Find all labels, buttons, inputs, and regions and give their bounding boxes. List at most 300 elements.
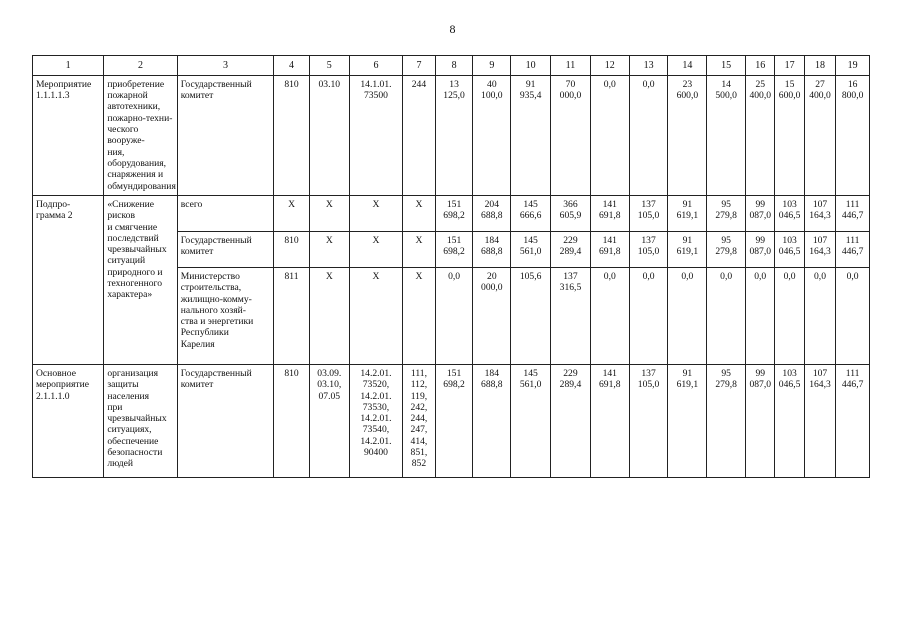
table-cell-col5	[309, 267, 349, 364]
cell-text-line: 141	[602, 234, 617, 246]
cell-text-line: 691,8	[598, 246, 621, 258]
cell-text-line: ситуациях,	[107, 424, 152, 436]
cell-text-line: 600,0	[676, 90, 699, 102]
table-cell-col6	[349, 231, 402, 267]
table-cell-col14	[668, 267, 707, 364]
table-cell-col16	[746, 75, 775, 195]
cell-text-line: 111	[845, 198, 860, 210]
cell-text-line: 244,	[410, 413, 428, 425]
cell-text-line: 119,	[410, 390, 428, 402]
cell-text-line: 95	[721, 234, 731, 246]
cell-text-line: Государственный	[180, 234, 252, 246]
cell-text-line: 446,7	[841, 246, 864, 258]
cell-text-line: 105,0	[637, 379, 660, 391]
table-cell-col14	[668, 364, 707, 477]
table-cell-col3	[177, 364, 273, 477]
cell-text-line: 046,5	[778, 210, 801, 222]
table-cell-col19	[836, 267, 870, 364]
cell-text-line: 851,	[410, 447, 428, 459]
cell-text-line: 1.1.1.1.3	[36, 90, 70, 102]
column-number-cell: 13	[629, 56, 668, 76]
cell-text-line: 0,0	[846, 270, 859, 282]
column-number-cell: 16	[746, 56, 775, 76]
table-cell-col5	[309, 231, 349, 267]
cell-text-line: 242,	[410, 401, 428, 413]
cell-text-line: чрезвычайных	[107, 244, 167, 256]
cell-text-line: Х	[372, 234, 380, 246]
cell-text-line: Х	[372, 270, 380, 282]
cell-text-line: 605,9	[559, 210, 582, 222]
table-cell-col6	[349, 195, 402, 231]
cell-text-line: 03.10	[318, 78, 341, 90]
cell-text-line: 561,0	[519, 246, 542, 258]
column-number-cell: 8	[435, 56, 473, 76]
column-number-cell: 3	[177, 56, 273, 76]
cell-text-line: природного и	[107, 266, 163, 278]
cell-text-line: и смягчение	[107, 221, 158, 233]
table-cell-col1	[33, 364, 104, 477]
table-cell-col15	[707, 231, 746, 267]
cell-text-line: 20	[487, 270, 497, 282]
column-number-row	[33, 56, 870, 76]
cell-text-line: 99	[755, 234, 766, 246]
table-cell-col2	[104, 364, 177, 477]
cell-text-line: 0,0	[720, 270, 733, 282]
cell-text-line: 16	[847, 78, 858, 90]
table-cell-col14	[668, 75, 707, 195]
cell-text-line: Х	[372, 198, 380, 210]
cell-text-line: 087,0	[749, 246, 772, 258]
cell-text-line: снаряжения и	[107, 169, 164, 181]
cell-text-line: автотехники,	[107, 101, 161, 113]
cell-text-line: 0,0	[814, 270, 826, 282]
cell-text-line: 103	[782, 234, 797, 246]
cell-text-line: 112,	[410, 379, 428, 391]
column-number-cell: 2	[104, 56, 177, 76]
table-cell-col18	[804, 231, 835, 267]
cell-text-line: ния, оборудования,	[107, 146, 167, 169]
table-cell-col7	[403, 231, 436, 267]
cell-text-line: Х	[325, 234, 333, 246]
table-cell-col6	[349, 267, 402, 364]
table-cell-col8	[435, 364, 473, 477]
table-cell-col19	[836, 75, 870, 195]
cell-text-line: 107	[812, 198, 828, 210]
cell-text-line: обеспечение	[107, 435, 159, 447]
cell-text-line: 229	[563, 234, 578, 246]
cell-text-line: 414,	[410, 435, 428, 447]
cell-text-line: 91	[682, 198, 693, 210]
table-cell-col4	[274, 231, 310, 267]
cell-text-line: безопасности	[107, 447, 163, 459]
cell-text-line: 07.05	[318, 390, 341, 402]
cell-text-line: Карелия	[180, 338, 215, 350]
table-cell-col16	[746, 195, 775, 231]
cell-text-line: Х	[288, 198, 295, 210]
cell-text-line: 137	[563, 270, 578, 282]
cell-text-line: 852	[411, 458, 427, 470]
cell-text-line: 90400	[363, 447, 388, 459]
cell-text-line: последствий	[107, 232, 159, 244]
cell-text-line: 151	[446, 367, 462, 379]
table-cell-col7	[403, 267, 436, 364]
cell-text-line: пожарной	[107, 90, 148, 102]
page-number: 8	[449, 22, 456, 36]
column-number-cell: 18	[804, 56, 835, 76]
table-cell-col17	[775, 231, 804, 267]
column-number-cell: 14	[668, 56, 707, 76]
cell-text-line: 000,0	[481, 282, 503, 294]
cell-text-line: 137	[641, 367, 656, 379]
cell-text-line: 105,6	[519, 270, 542, 282]
table-cell-col15	[707, 364, 746, 477]
column-number-cell: 1	[33, 56, 104, 76]
cell-text-line: 14.2.01.	[360, 390, 392, 402]
cell-text-line: 40	[487, 78, 497, 90]
cell-text-line: комитет	[180, 246, 214, 258]
cell-text-line: 229	[563, 367, 578, 379]
table-cell-col1	[33, 75, 104, 195]
column-number-cell: 5	[309, 56, 349, 76]
table-cell-col7	[403, 75, 436, 195]
cell-text-line: Х	[415, 234, 423, 246]
cell-text-line: всего	[180, 198, 203, 210]
table-cell-col4	[274, 75, 310, 195]
cell-text-line: 619,1	[676, 210, 699, 222]
table-cell-col13	[629, 231, 668, 267]
cell-text-line: 91	[682, 234, 693, 246]
table-cell-col10	[511, 267, 551, 364]
cell-text-line: обмундирования	[107, 180, 176, 192]
cell-text-line: 73530,	[362, 401, 390, 413]
table-cell-col16	[746, 364, 775, 477]
table-cell-col4	[274, 195, 310, 231]
cell-text-line: нального хозяй-	[180, 304, 246, 316]
table-row	[33, 364, 870, 477]
cell-text-line: 103	[782, 367, 797, 379]
cell-text-line: 698,2	[443, 379, 465, 391]
cell-text-line: 800,0	[841, 90, 864, 102]
cell-text-line: 105,0	[637, 210, 660, 222]
cell-text-line: 73540,	[362, 424, 390, 436]
cell-text-line: 14.1.01.	[360, 78, 392, 90]
cell-text-line: 0,0	[783, 270, 796, 282]
cell-text-line: 619,1	[676, 246, 699, 258]
cell-text-line: Х	[415, 270, 423, 282]
table-cell-col12	[590, 231, 629, 267]
table-cell-col14	[668, 231, 707, 267]
table-cell-col18	[804, 364, 835, 477]
cell-text-line: 0,0	[603, 78, 616, 90]
cell-text-line: 0,0	[642, 270, 655, 282]
table-cell-col16	[746, 231, 775, 267]
cell-text-line: 111	[845, 234, 860, 246]
cell-text-line: 23	[682, 78, 693, 90]
cell-text-line: Х	[325, 198, 333, 210]
cell-text-line: 087,0	[749, 210, 772, 222]
cell-text-line: Республики	[180, 327, 229, 339]
column-number-cell: 15	[707, 56, 746, 76]
cell-text-line: 244	[411, 78, 427, 90]
cell-text-line: 000,0	[559, 90, 582, 102]
cell-text-line: пожарно-техни-	[107, 112, 173, 124]
table-cell-col4	[274, 364, 310, 477]
table-cell-col2	[104, 75, 177, 195]
cell-text-line: 13	[449, 78, 459, 90]
cell-text-line: 500,0	[715, 90, 737, 102]
cell-text-line: при чрезвычайных	[107, 401, 167, 425]
cell-text-line: 446,7	[841, 210, 864, 222]
cell-text-line: защиты населения	[107, 379, 150, 402]
column-number-cell: 7	[403, 56, 436, 76]
cell-text-line: 27	[815, 78, 825, 90]
cell-text-line: 698,2	[443, 210, 465, 222]
table-cell-col9	[473, 231, 511, 267]
cell-text-line: 0,0	[681, 270, 694, 282]
cell-text-line: 811	[284, 270, 299, 282]
cell-text-line: техногенного	[107, 278, 162, 290]
cell-text-line: 14.2.01.	[360, 413, 392, 425]
cell-text-line: 111	[845, 367, 860, 379]
table-cell-col1	[33, 195, 104, 364]
table-cell-col3	[177, 267, 273, 364]
cell-text-line: 15	[784, 78, 795, 90]
table-cell-col17	[775, 75, 804, 195]
column-number-cell: 17	[775, 56, 804, 76]
cell-text-line: 691,8	[598, 379, 621, 391]
cell-text-line: 95	[721, 367, 731, 379]
table-cell-col11	[551, 267, 591, 364]
table-cell-col12	[590, 75, 629, 195]
cell-text-line: 0,0	[754, 270, 767, 282]
table-row	[33, 75, 870, 195]
cell-text-line: 70	[565, 78, 576, 90]
table-cell-col5	[309, 75, 349, 195]
cell-text-line: 25	[755, 78, 766, 90]
table-cell-col13	[629, 75, 668, 195]
table-cell-col15	[707, 195, 746, 231]
cell-text-line: 145	[523, 367, 538, 379]
cell-text-line: 316,5	[559, 282, 582, 294]
table-cell-col10	[511, 364, 551, 477]
cell-text-line: 698,2	[443, 246, 465, 258]
cell-text-line: 087,0	[749, 379, 772, 391]
table-cell-col19	[836, 195, 870, 231]
cell-text-line: 141	[602, 367, 617, 379]
cell-text-line: 14.2.01.	[360, 367, 392, 379]
cell-text-line: 164,3	[809, 379, 831, 391]
table-cell-col19	[836, 231, 870, 267]
cell-text-line: 446,7	[841, 379, 864, 391]
cell-text-line: 145	[523, 234, 538, 246]
cell-text-line: 366	[563, 198, 578, 210]
table-cell-col18	[804, 267, 835, 364]
cell-text-line: Х	[325, 270, 333, 282]
table-cell-col16	[746, 267, 775, 364]
cell-text-line: ства и энергетики	[180, 316, 254, 328]
cell-text-line: Государственный	[180, 78, 252, 90]
table-cell-col9	[473, 364, 511, 477]
cell-text-line: 14	[721, 78, 731, 90]
cell-text-line: Государственный	[180, 367, 252, 379]
table-cell-col13	[629, 195, 668, 231]
cell-text-line: 688,8	[481, 246, 503, 258]
table-cell-col17	[775, 267, 804, 364]
cell-text-line: 107	[812, 234, 828, 246]
table-cell-col15	[707, 267, 746, 364]
table-cell-col17	[775, 195, 804, 231]
cell-text-line: 810	[284, 234, 299, 246]
cell-text-line: Основное	[36, 367, 76, 379]
cell-text-line: строительства,	[180, 282, 242, 294]
cell-text-line: мероприятие	[36, 379, 89, 391]
budget-table	[32, 55, 870, 478]
table-cell-col8	[435, 267, 473, 364]
table-body	[33, 56, 870, 478]
cell-text-line: 247,	[410, 424, 428, 436]
cell-text-line: 046,5	[778, 246, 801, 258]
cell-text-line: 91	[682, 367, 693, 379]
cell-text-line: 0,0	[603, 270, 616, 282]
cell-text-line: 99	[755, 367, 766, 379]
table-cell-col3	[177, 231, 273, 267]
cell-text-line: 0,0	[642, 78, 655, 90]
cell-text-line: 691,8	[598, 210, 621, 222]
cell-text-line: 03.10,	[317, 379, 342, 391]
cell-text-line: 400,0	[809, 90, 831, 102]
table-cell-col12	[590, 195, 629, 231]
table-cell-col12	[590, 364, 629, 477]
cell-text-line: 184	[484, 367, 499, 379]
table-cell-col6	[349, 364, 402, 477]
table-cell-col3	[177, 195, 273, 231]
table-cell-col7	[403, 364, 436, 477]
table-cell-col9	[473, 75, 511, 195]
table-cell-col5	[309, 364, 349, 477]
table-cell-col2	[104, 195, 177, 364]
cell-text-line: приобретение	[107, 78, 165, 90]
table-cell-col9	[473, 267, 511, 364]
cell-text-line: 141	[602, 198, 617, 210]
cell-text-line: 95	[721, 198, 731, 210]
cell-text-line: «Снижение рисков	[107, 198, 155, 222]
cell-text-line: 400,0	[749, 90, 772, 102]
table-cell-col13	[629, 267, 668, 364]
cell-text-line: 666,6	[519, 210, 542, 222]
cell-text-line: 125,0	[443, 90, 465, 102]
cell-text-line: 91	[525, 78, 536, 90]
table-cell-col8	[435, 231, 473, 267]
cell-text-line: комитет	[180, 90, 214, 102]
cell-text-line: 73500	[363, 90, 388, 102]
cell-text-line: 2.1.1.1.0	[36, 390, 70, 402]
table-cell-col14	[668, 195, 707, 231]
cell-text-line: 99	[755, 198, 766, 210]
table-cell-col9	[473, 195, 511, 231]
cell-text-line: 810	[284, 367, 299, 379]
cell-text-line: характера»	[107, 289, 153, 301]
table-cell-col11	[551, 364, 591, 477]
cell-text-line: 73520,	[362, 379, 390, 391]
table-cell-col11	[551, 231, 591, 267]
table-cell-col3	[177, 75, 273, 195]
table-cell-col15	[707, 75, 746, 195]
cell-text-line: 046,5	[778, 379, 801, 391]
cell-text-line: Х	[415, 198, 423, 210]
cell-text-line: грамма 2	[36, 210, 73, 222]
cell-text-line: 184	[484, 234, 499, 246]
table-row	[33, 195, 870, 231]
cell-text-line: 204	[484, 198, 499, 210]
cell-text-line: 688,8	[481, 379, 503, 391]
cell-text-line: 151	[446, 198, 462, 210]
table-cell-col7	[403, 195, 436, 231]
cell-text-line: людей	[107, 458, 134, 470]
cell-text-line: 0,0	[448, 270, 461, 282]
cell-text-line: 619,1	[676, 379, 699, 391]
cell-text-line: ситуаций	[107, 255, 146, 267]
table-cell-col10	[511, 75, 551, 195]
cell-text-line: 279,8	[715, 210, 737, 222]
column-number-cell: 4	[274, 56, 310, 76]
cell-text-line: 164,3	[809, 210, 831, 222]
table-cell-col18	[804, 75, 835, 195]
cell-text-line: Министерство	[180, 270, 240, 282]
cell-text-line: ческого вооруже-	[107, 124, 145, 147]
cell-text-line: 107	[812, 367, 828, 379]
cell-text-line: 561,0	[519, 379, 542, 391]
cell-text-line: 600,0	[778, 90, 801, 102]
column-number-cell: 12	[590, 56, 629, 76]
cell-text-line: 688,8	[481, 210, 503, 222]
table-cell-col4	[274, 267, 310, 364]
cell-text-line: Мероприятие	[36, 78, 92, 90]
cell-text-line: 145	[523, 198, 538, 210]
cell-text-line: 103	[782, 198, 797, 210]
cell-text-line: 137	[641, 198, 656, 210]
table-cell-col12	[590, 267, 629, 364]
cell-text-line: 279,8	[715, 379, 737, 391]
table-cell-col11	[551, 195, 591, 231]
table-cell-col8	[435, 75, 473, 195]
table-cell-col8	[435, 195, 473, 231]
table-cell-col19	[836, 364, 870, 477]
cell-text-line: комитет	[180, 379, 214, 391]
cell-text-line: Подпро-	[36, 198, 71, 210]
cell-text-line: 137	[641, 234, 656, 246]
column-number-cell: 19	[836, 56, 870, 76]
cell-text-line: 279,8	[715, 246, 737, 258]
cell-text-line: организация	[107, 367, 159, 379]
cell-text-line: 111,	[410, 367, 427, 379]
cell-text-line: 151	[446, 234, 462, 246]
cell-text-line: 14.2.01.	[360, 435, 392, 447]
cell-text-line: 03.09.	[317, 367, 342, 379]
table-cell-col10	[511, 231, 551, 267]
table-cell-col10	[511, 195, 551, 231]
cell-text-line: 935,4	[519, 90, 542, 102]
table-cell-col6	[349, 75, 402, 195]
table-cell-col11	[551, 75, 591, 195]
table-cell-col5	[309, 195, 349, 231]
cell-text-line: 164,3	[809, 246, 831, 258]
column-number-cell: 9	[473, 56, 511, 76]
column-number-cell: 10	[511, 56, 551, 76]
table-cell-col17	[775, 364, 804, 477]
cell-text-line: 105,0	[637, 246, 660, 258]
cell-text-line: 289,4	[559, 246, 582, 258]
cell-text-line: 100,0	[481, 90, 503, 102]
